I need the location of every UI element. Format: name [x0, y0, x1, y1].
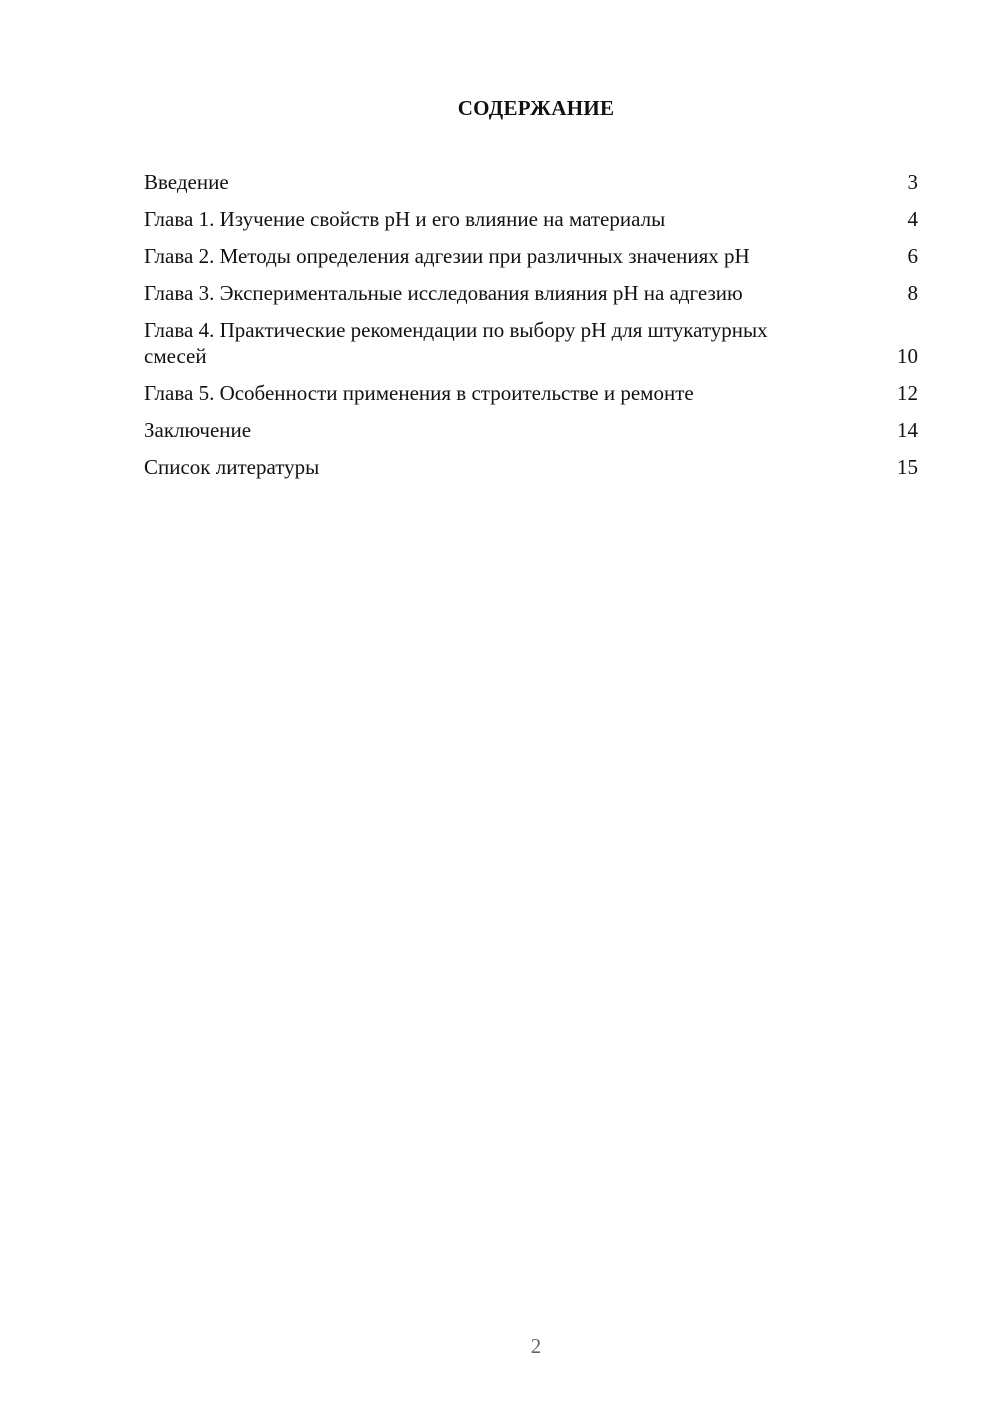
toc-entry-text: Список литературы	[144, 455, 320, 479]
toc-entry-text: Глава 2. Методы определения адгезии при различных значениях pH	[144, 244, 750, 268]
toc-entry-page: 6	[907, 244, 918, 268]
page-number: 2	[530, 1334, 542, 1358]
toc-entry-chapter-4	[144, 317, 918, 369]
toc-entry-bibliography	[144, 454, 918, 480]
toc-title: СОДЕРЖАНИЕ	[457, 96, 615, 120]
toc-entry-introduction	[144, 169, 918, 195]
toc-entry-page: 12	[897, 381, 918, 405]
toc-entry-page: 4	[907, 207, 918, 231]
toc-entry-page: 3	[907, 170, 918, 194]
toc-entry-text: Заключение	[144, 418, 252, 442]
toc-entry-page: 8	[907, 281, 918, 305]
toc-entry-chapter-3	[144, 280, 918, 306]
toc-entry-chapter-2	[144, 243, 918, 269]
toc-entry-chapter-1	[144, 206, 918, 232]
toc-entry-text: Глава 3. Экспериментальные исследования влияния pH на адгезию	[144, 281, 743, 305]
toc-entry-conclusion	[144, 417, 918, 443]
toc-entry-text: Глава 4. Практические рекомендации по выбору pH для штукатурных смесей	[144, 318, 768, 368]
toc-entry-page: 15	[897, 455, 918, 479]
toc-entry-chapter-5	[144, 380, 918, 406]
toc-entry-text: Глава 5. Особенности применения в строительстве и ремонте	[144, 381, 694, 405]
toc-entry-text: Глава 1. Изучение свойств pH и его влияние на материалы	[144, 207, 666, 231]
toc-entry-page: 14	[897, 418, 918, 442]
toc-entry-text: Введение	[144, 170, 229, 194]
toc-list	[144, 169, 918, 491]
toc-entry-page: 10	[897, 344, 918, 368]
